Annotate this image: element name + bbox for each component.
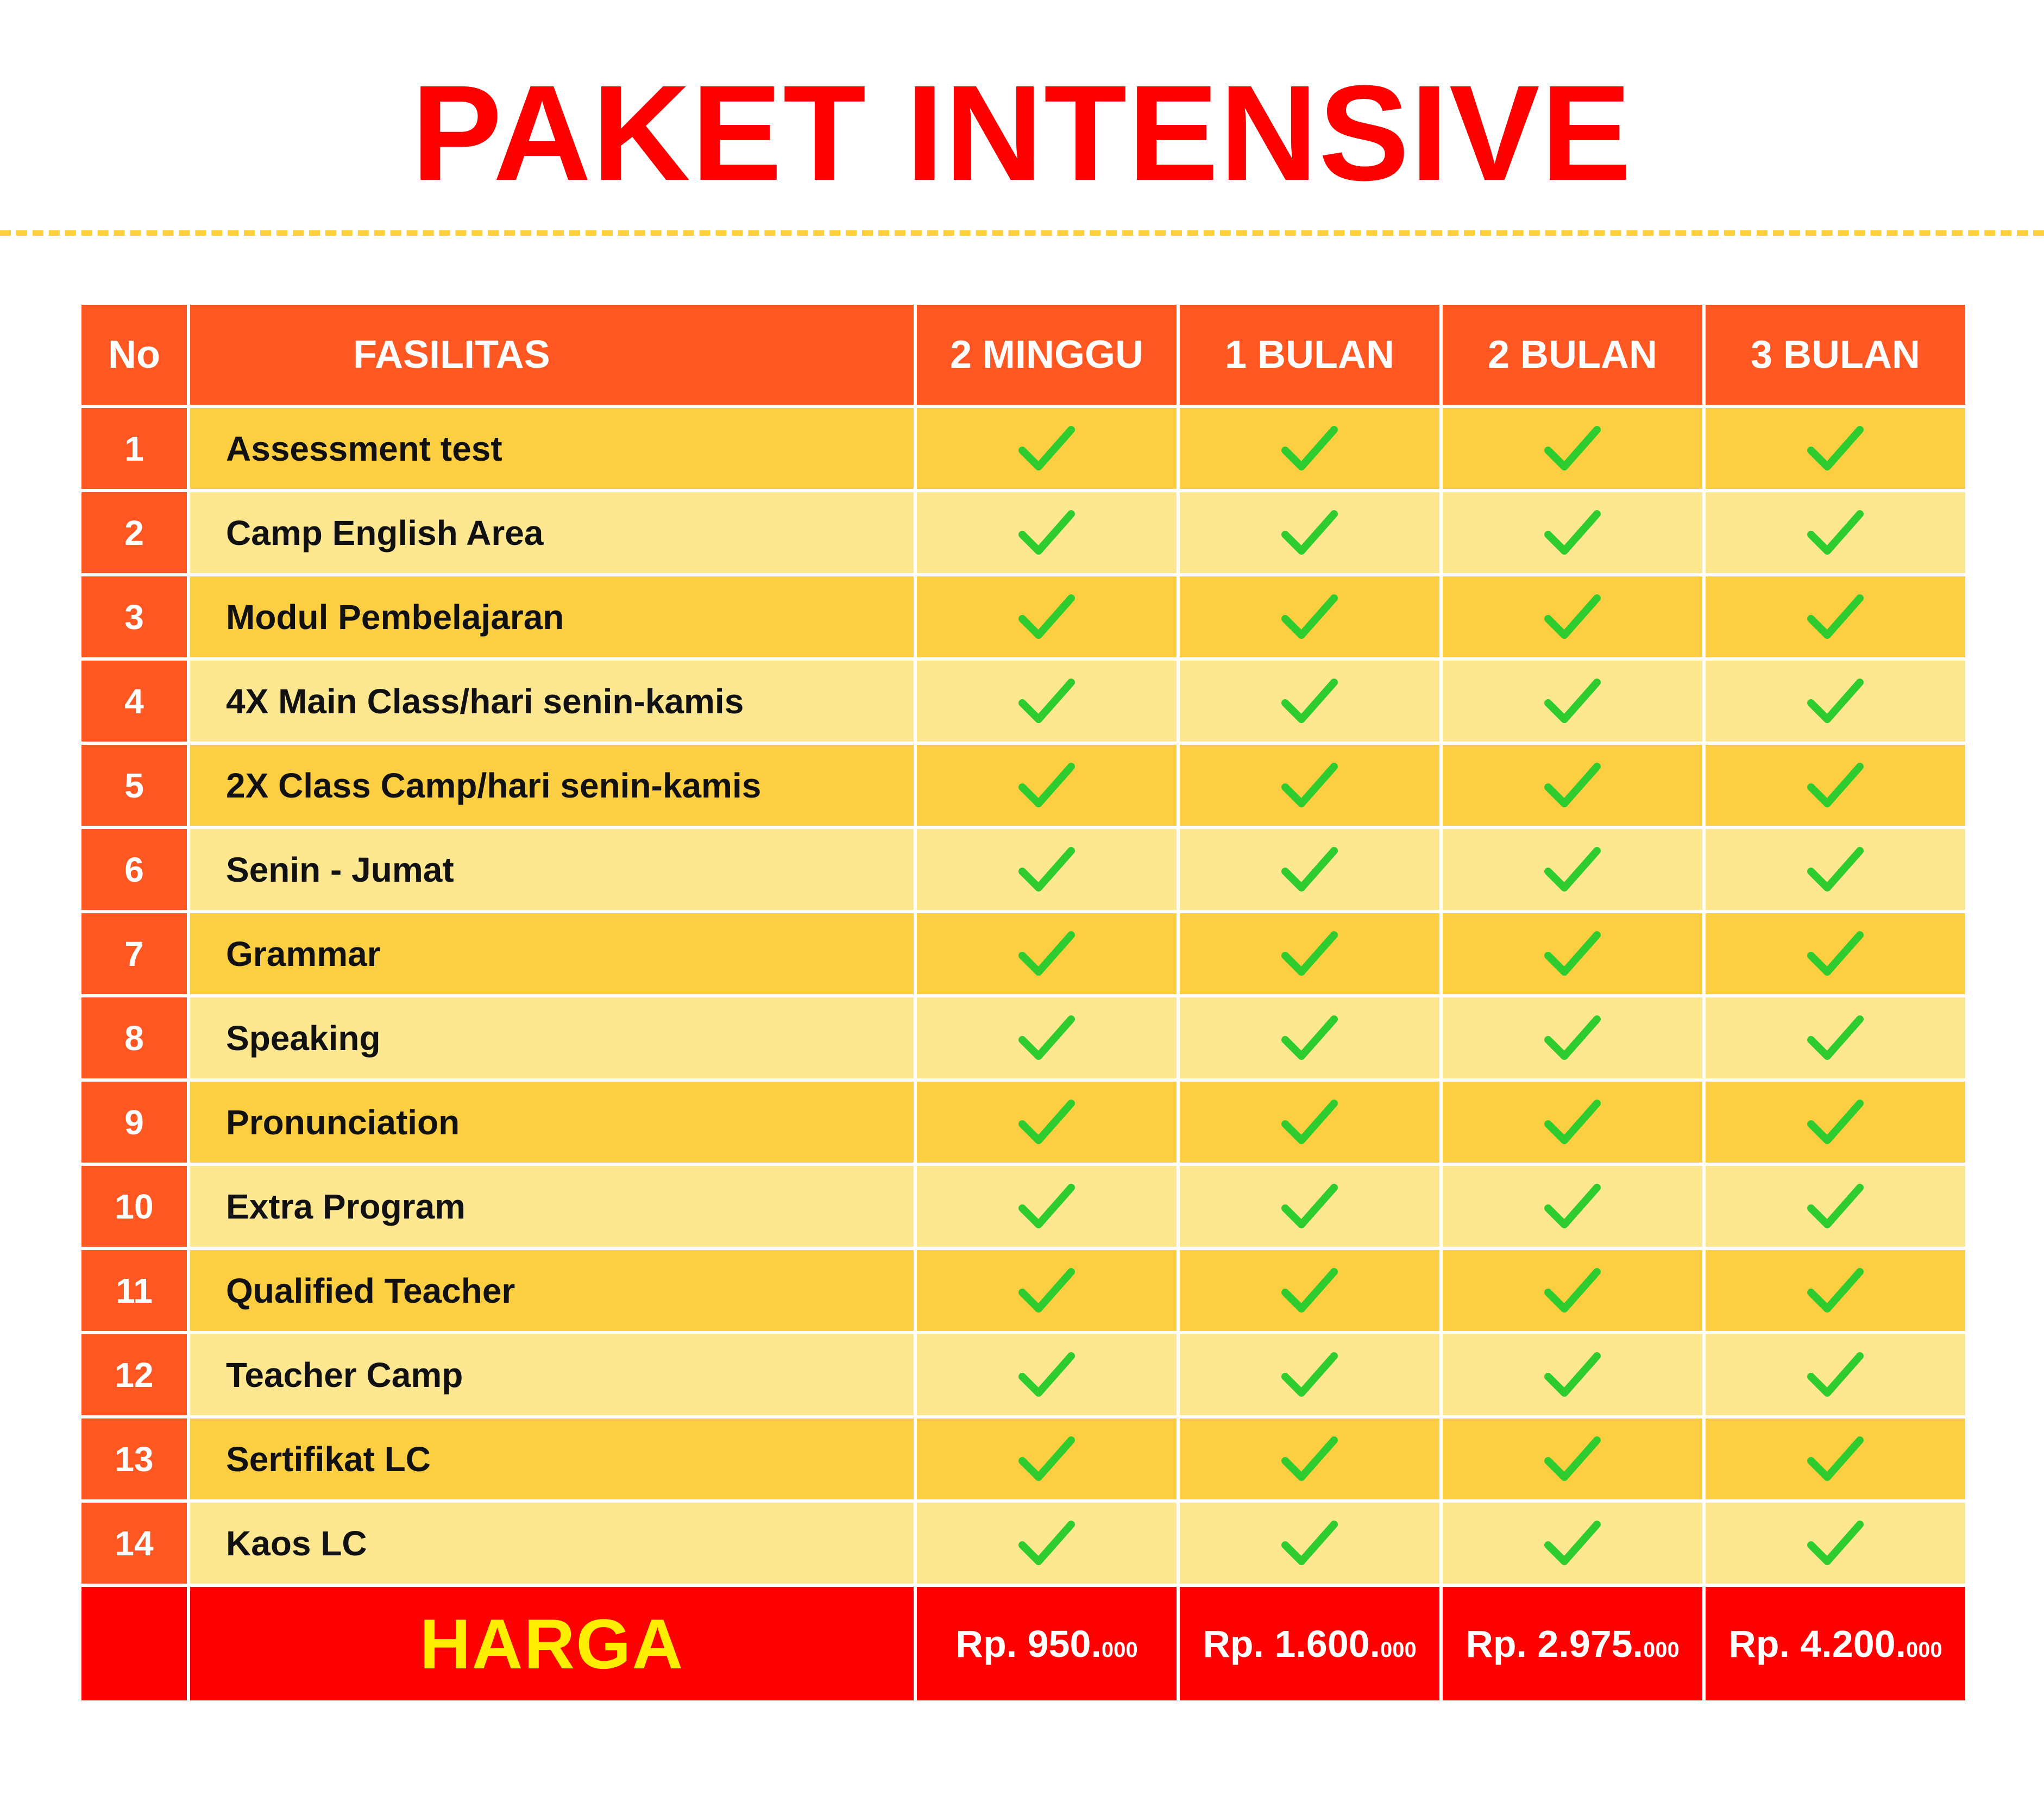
check-mark-icon bbox=[1017, 1098, 1077, 1147]
plan-inclusion-cell bbox=[1441, 743, 1704, 827]
check-mark-icon bbox=[1017, 1435, 1077, 1484]
row-number: 4 bbox=[80, 659, 188, 743]
plan-inclusion-cell bbox=[1441, 1333, 1704, 1417]
check-mark-icon bbox=[1017, 593, 1077, 642]
check-mark-icon bbox=[1806, 1098, 1865, 1147]
plan-inclusion-cell bbox=[1441, 1501, 1704, 1585]
plan-inclusion-cell bbox=[1178, 659, 1441, 743]
plan-inclusion-cell bbox=[1178, 1248, 1441, 1333]
check-mark-icon bbox=[1280, 677, 1339, 726]
plan-inclusion-cell bbox=[915, 406, 1178, 491]
row-number: 14 bbox=[80, 1501, 188, 1585]
facility-name: Camp English Area bbox=[188, 491, 915, 575]
table-header-row bbox=[80, 303, 1967, 406]
price-suffix: 000 bbox=[1643, 1637, 1680, 1662]
facility-name: 4X Main Class/hari senin-kamis bbox=[188, 659, 915, 743]
price-label: HARGA bbox=[188, 1585, 915, 1702]
plan-inclusion-cell bbox=[915, 1080, 1178, 1164]
check-mark-icon bbox=[1806, 1351, 1865, 1399]
check-mark-icon bbox=[1543, 761, 1602, 810]
check-mark-icon bbox=[1280, 593, 1339, 642]
price-row bbox=[80, 1585, 1967, 1702]
plan-inclusion-cell bbox=[1441, 827, 1704, 912]
check-mark-icon bbox=[1280, 1519, 1339, 1568]
plan-inclusion-cell bbox=[915, 912, 1178, 996]
plan-inclusion-cell bbox=[1178, 406, 1441, 491]
check-mark-icon bbox=[1543, 845, 1602, 894]
facility-name: Grammar bbox=[188, 912, 915, 996]
plan-inclusion-cell bbox=[1704, 743, 1967, 827]
plan-inclusion-cell bbox=[915, 1417, 1178, 1501]
check-mark-icon bbox=[1543, 1182, 1602, 1231]
plan-inclusion-cell bbox=[1441, 406, 1704, 491]
row-number: 9 bbox=[80, 1080, 188, 1164]
plan-inclusion-cell bbox=[1704, 1080, 1967, 1164]
plan-inclusion-cell bbox=[1441, 1248, 1704, 1333]
plan-inclusion-cell bbox=[915, 996, 1178, 1080]
plan-inclusion-cell bbox=[1178, 1501, 1441, 1585]
check-mark-icon bbox=[1017, 424, 1077, 473]
plan-inclusion-cell bbox=[1441, 659, 1704, 743]
row-number: 6 bbox=[80, 827, 188, 912]
check-mark-icon bbox=[1806, 1435, 1865, 1484]
check-mark-icon bbox=[1806, 424, 1865, 473]
table-row bbox=[80, 1333, 1967, 1417]
check-mark-icon bbox=[1543, 508, 1602, 557]
check-mark-icon bbox=[1017, 761, 1077, 810]
check-mark-icon bbox=[1806, 845, 1865, 894]
plan-inclusion-cell bbox=[1441, 491, 1704, 575]
check-mark-icon bbox=[1280, 1351, 1339, 1399]
plan-inclusion-cell bbox=[1704, 1417, 1967, 1501]
plan-inclusion-cell bbox=[1704, 659, 1967, 743]
row-number: 8 bbox=[80, 996, 188, 1080]
plan-inclusion-cell bbox=[1441, 1164, 1704, 1248]
plan-inclusion-cell bbox=[1704, 1333, 1967, 1417]
row-number: 11 bbox=[80, 1248, 188, 1333]
facility-name: Pronunciation bbox=[188, 1080, 915, 1164]
check-mark-icon bbox=[1017, 508, 1077, 557]
table-row bbox=[80, 406, 1967, 491]
check-mark-icon bbox=[1280, 1098, 1339, 1147]
plan-inclusion-cell bbox=[1704, 996, 1967, 1080]
check-mark-icon bbox=[1017, 1014, 1077, 1063]
check-mark-icon bbox=[1806, 761, 1865, 810]
facility-name: Kaos LC bbox=[188, 1501, 915, 1585]
check-mark-icon bbox=[1017, 845, 1077, 894]
price-suffix: 000 bbox=[1380, 1637, 1417, 1662]
plan-inclusion-cell bbox=[915, 491, 1178, 575]
plan-inclusion-cell bbox=[1441, 996, 1704, 1080]
check-mark-icon bbox=[1806, 677, 1865, 726]
plan-inclusion-cell bbox=[1441, 1417, 1704, 1501]
table-row bbox=[80, 1417, 1967, 1501]
price-3-bulan bbox=[1704, 1585, 1967, 1702]
plan-inclusion-cell bbox=[915, 1501, 1178, 1585]
check-mark-icon bbox=[1806, 930, 1865, 978]
facility-name: Sertifikat LC bbox=[188, 1417, 915, 1501]
check-mark-icon bbox=[1280, 1182, 1339, 1231]
facility-name: Speaking bbox=[188, 996, 915, 1080]
check-mark-icon bbox=[1543, 1435, 1602, 1484]
facility-name: Assessment test bbox=[188, 406, 915, 491]
table-row bbox=[80, 1164, 1967, 1248]
header-plan-3-bulan: 3 BULAN bbox=[1704, 303, 1967, 406]
header-plan-1-bulan: 1 BULAN bbox=[1178, 303, 1441, 406]
plan-inclusion-cell bbox=[1178, 912, 1441, 996]
table-row bbox=[80, 827, 1967, 912]
row-number: 12 bbox=[80, 1333, 188, 1417]
check-mark-icon bbox=[1543, 1519, 1602, 1568]
plan-inclusion-cell bbox=[1178, 1333, 1441, 1417]
check-mark-icon bbox=[1280, 845, 1339, 894]
header-plan-2-bulan: 2 BULAN bbox=[1441, 303, 1704, 406]
plan-inclusion-cell bbox=[1441, 912, 1704, 996]
plan-inclusion-cell bbox=[915, 575, 1178, 659]
check-mark-icon bbox=[1017, 677, 1077, 726]
facility-name: Senin - Jumat bbox=[188, 827, 915, 912]
plan-inclusion-cell bbox=[1704, 406, 1967, 491]
facility-name: Teacher Camp bbox=[188, 1333, 915, 1417]
plan-inclusion-cell bbox=[915, 1333, 1178, 1417]
plan-inclusion-cell bbox=[1704, 575, 1967, 659]
table-row bbox=[80, 996, 1967, 1080]
price-suffix: 000 bbox=[1906, 1637, 1942, 1662]
check-mark-icon bbox=[1806, 1014, 1865, 1063]
plan-inclusion-cell bbox=[1704, 1501, 1967, 1585]
price-1-bulan bbox=[1178, 1585, 1441, 1702]
check-mark-icon bbox=[1543, 1351, 1602, 1399]
check-mark-icon bbox=[1806, 1519, 1865, 1568]
plan-inclusion-cell bbox=[1178, 743, 1441, 827]
plan-inclusion-cell bbox=[1704, 491, 1967, 575]
plan-inclusion-cell bbox=[1178, 827, 1441, 912]
check-mark-icon bbox=[1017, 1182, 1077, 1231]
price-main: Rp. 1.600. bbox=[1203, 1622, 1381, 1665]
check-mark-icon bbox=[1543, 1098, 1602, 1147]
plan-inclusion-cell bbox=[915, 743, 1178, 827]
row-number: 1 bbox=[80, 406, 188, 491]
row-number: 10 bbox=[80, 1164, 188, 1248]
header-plan-2-minggu: 2 MINGGU bbox=[915, 303, 1178, 406]
plan-inclusion-cell bbox=[1704, 912, 1967, 996]
page-title: PAKET INTENSIVE bbox=[411, 57, 1633, 209]
check-mark-icon bbox=[1806, 593, 1865, 642]
plan-inclusion-cell bbox=[1178, 1080, 1441, 1164]
check-mark-icon bbox=[1806, 1266, 1865, 1315]
price-row-no-cell bbox=[80, 1585, 188, 1702]
check-mark-icon bbox=[1280, 1014, 1339, 1063]
table-row bbox=[80, 575, 1967, 659]
header-no: No bbox=[80, 303, 188, 406]
plan-inclusion-cell bbox=[915, 827, 1178, 912]
check-mark-icon bbox=[1280, 930, 1339, 978]
check-mark-icon bbox=[1017, 1351, 1077, 1399]
check-mark-icon bbox=[1543, 1014, 1602, 1063]
price-2-bulan bbox=[1441, 1585, 1704, 1702]
table-row bbox=[80, 659, 1967, 743]
check-mark-icon bbox=[1543, 1266, 1602, 1315]
check-mark-icon bbox=[1543, 677, 1602, 726]
check-mark-icon bbox=[1543, 424, 1602, 473]
header-fasilitas: FASILITAS bbox=[188, 303, 915, 406]
row-number: 7 bbox=[80, 912, 188, 996]
row-number: 5 bbox=[80, 743, 188, 827]
check-mark-icon bbox=[1543, 593, 1602, 642]
table-row bbox=[80, 1248, 1967, 1333]
facility-name: Extra Program bbox=[188, 1164, 915, 1248]
plan-inclusion-cell bbox=[1441, 575, 1704, 659]
pricing-table bbox=[78, 302, 1968, 1704]
plan-inclusion-cell bbox=[1704, 827, 1967, 912]
plan-inclusion-cell bbox=[915, 1248, 1178, 1333]
plan-inclusion-cell bbox=[1704, 1164, 1967, 1248]
plan-inclusion-cell bbox=[915, 659, 1178, 743]
table-row bbox=[80, 1080, 1967, 1164]
row-number: 3 bbox=[80, 575, 188, 659]
facility-name: Qualified Teacher bbox=[188, 1248, 915, 1333]
price-main: Rp. 4.200. bbox=[1728, 1622, 1907, 1665]
table-body bbox=[80, 406, 1967, 1585]
dashed-divider bbox=[0, 230, 2044, 236]
check-mark-icon bbox=[1017, 1266, 1077, 1315]
check-mark-icon bbox=[1280, 761, 1339, 810]
check-mark-icon bbox=[1280, 1435, 1339, 1484]
check-mark-icon bbox=[1280, 508, 1339, 557]
plan-inclusion-cell bbox=[1178, 996, 1441, 1080]
check-mark-icon bbox=[1806, 508, 1865, 557]
plan-inclusion-cell bbox=[1178, 1164, 1441, 1248]
table-row bbox=[80, 743, 1967, 827]
check-mark-icon bbox=[1017, 1519, 1077, 1568]
price-suffix: 000 bbox=[1101, 1637, 1138, 1662]
check-mark-icon bbox=[1806, 1182, 1865, 1231]
plan-inclusion-cell bbox=[1704, 1248, 1967, 1333]
plan-inclusion-cell bbox=[1178, 1417, 1441, 1501]
facility-name: 2X Class Camp/hari senin-kamis bbox=[188, 743, 915, 827]
check-mark-icon bbox=[1280, 424, 1339, 473]
price-2-minggu bbox=[915, 1585, 1178, 1702]
check-mark-icon bbox=[1280, 1266, 1339, 1315]
row-number: 2 bbox=[80, 491, 188, 575]
plan-inclusion-cell bbox=[915, 1164, 1178, 1248]
row-number: 13 bbox=[80, 1417, 188, 1501]
table-row bbox=[80, 1501, 1967, 1585]
plan-inclusion-cell bbox=[1178, 491, 1441, 575]
facility-name: Modul Pembelajaran bbox=[188, 575, 915, 659]
pricing-table-container bbox=[78, 302, 1965, 1704]
check-mark-icon bbox=[1543, 930, 1602, 978]
check-mark-icon bbox=[1017, 930, 1077, 978]
price-main: Rp. 950. bbox=[955, 1622, 1102, 1665]
table-row bbox=[80, 491, 1967, 575]
plan-inclusion-cell bbox=[1178, 575, 1441, 659]
price-main: Rp. 2.975. bbox=[1466, 1622, 1644, 1665]
plan-inclusion-cell bbox=[1441, 1080, 1704, 1164]
table-row bbox=[80, 912, 1967, 996]
